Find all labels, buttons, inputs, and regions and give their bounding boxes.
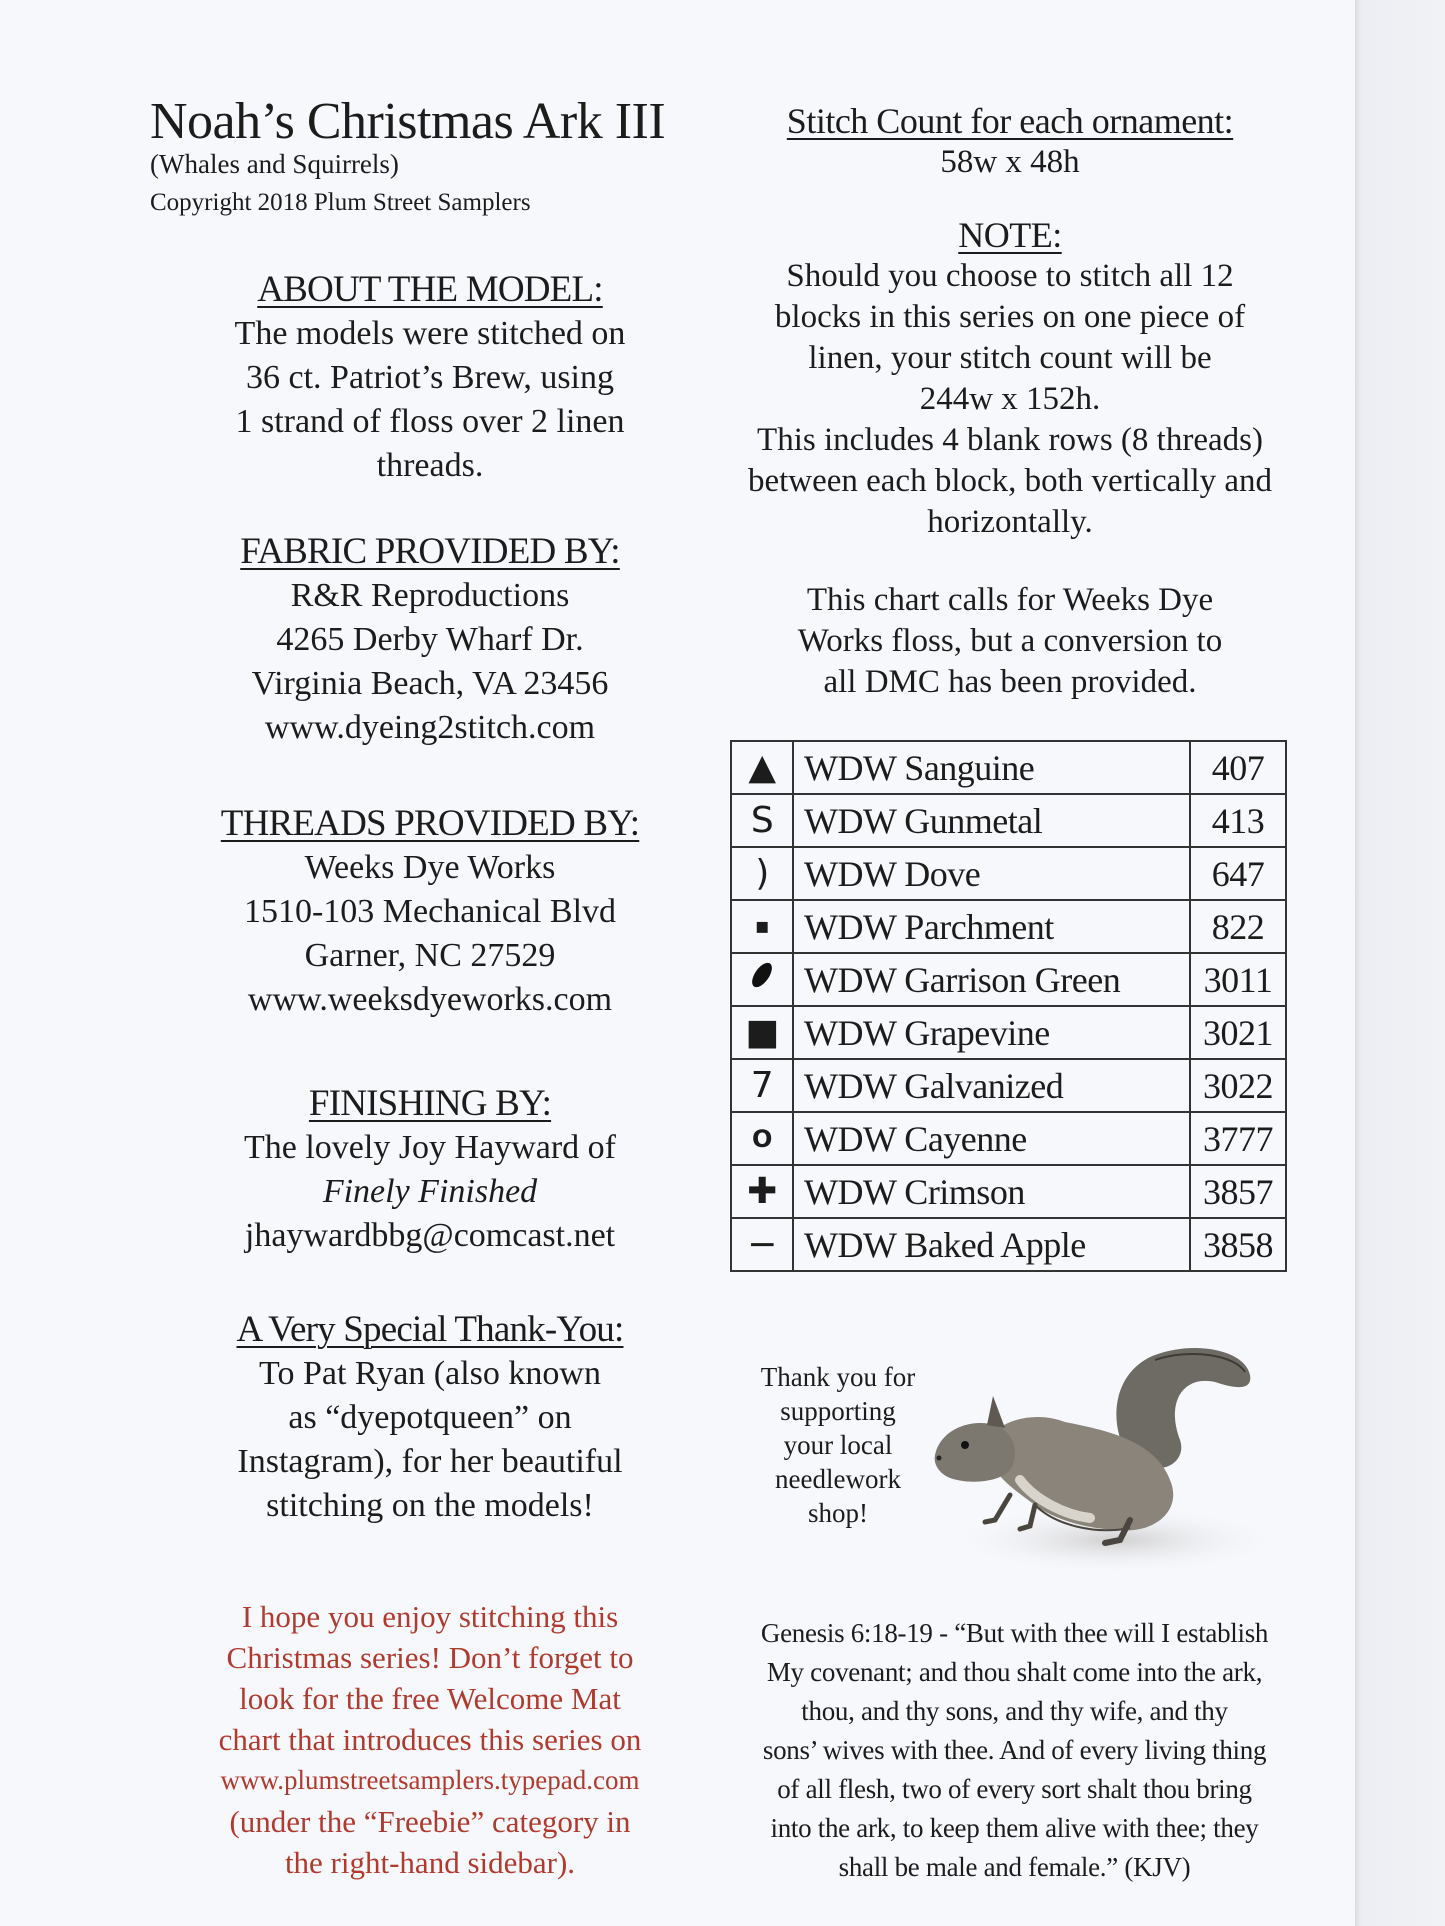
verse-line: My covenant; and thou shalt come into the ark, <box>766 1657 1263 1687</box>
chart-note-line: Works floss, but a conversion to <box>797 623 1223 659</box>
floss-name: WDW Garrison Green <box>793 953 1190 1006</box>
note-line: linen, your stitch count will be <box>808 340 1212 376</box>
thank-you-line: as “dyepotqueen” on <box>288 1399 572 1436</box>
dmc-number: 3777 <box>1190 1112 1286 1165</box>
about-model-line: threads. <box>376 447 484 484</box>
symbol-circle: O <box>731 1112 793 1165</box>
threads-section <box>150 802 710 1022</box>
closing-line: I hope you enjoy stitching this <box>241 1599 619 1634</box>
verse-line: into the ark, to keep them alive with thee; they <box>770 1813 1259 1843</box>
symbol-oval <box>731 953 793 1006</box>
squirrel-illustration <box>915 1330 1275 1570</box>
threads-heading: THREADS PROVIDED BY: <box>220 803 640 844</box>
about-model-heading: ABOUT THE MODEL: <box>257 269 603 310</box>
shop-thanks-line: your local <box>783 1430 893 1460</box>
fabric-url: www.dyeing2stitch.com <box>264 709 596 746</box>
fabric-line: R&R Reproductions <box>290 577 570 614</box>
table-row <box>731 794 1286 847</box>
closing-line: (under the “Freebie” category in <box>229 1804 631 1839</box>
floss-name: WDW Gunmetal <box>793 794 1190 847</box>
fabric-heading: FABRIC PROVIDED BY: <box>240 531 620 572</box>
dmc-number: 647 <box>1190 847 1286 900</box>
table-row <box>731 741 1286 794</box>
note-heading: NOTE: <box>958 215 1062 255</box>
stitch-count-section <box>720 100 1300 183</box>
finishing-line: The lovely Joy Hayward of <box>243 1129 616 1166</box>
copyright-line: Copyright 2018 Plum Street Samplers <box>150 189 531 216</box>
dmc-number: 3021 <box>1190 1006 1286 1059</box>
chart-note-line: This chart calls for Weeks Dye <box>806 582 1214 618</box>
symbol-s: S <box>731 794 793 847</box>
symbol-square: ■ <box>731 1006 793 1059</box>
table-row <box>731 900 1286 953</box>
table-row <box>731 1218 1286 1271</box>
closing-url: www.plumstreetsamplers.typepad.com <box>220 1765 640 1795</box>
threads-line: Garner, NC 27529 <box>304 937 556 974</box>
about-model-line: The models were stitched on <box>234 315 626 352</box>
verse-line: thou, and thy sons, and thy wife, and thy <box>801 1696 1228 1726</box>
stitch-count-heading: Stitch Count for each ornament: <box>786 101 1234 141</box>
symbol-plus: ✚ <box>731 1165 793 1218</box>
table-row <box>731 953 1286 1006</box>
note-line: between each block, both vertically and <box>747 463 1273 499</box>
dmc-number: 3022 <box>1190 1059 1286 1112</box>
threads-url: www.weeksdyeworks.com <box>247 981 613 1018</box>
finishing-section <box>150 1082 710 1258</box>
threads-line: Weeks Dye Works <box>304 849 556 886</box>
about-model-line: 36 ct. Patriot’s Brew, using <box>246 359 614 396</box>
floss-name: WDW Galvanized <box>793 1059 1190 1112</box>
note-section <box>720 214 1300 543</box>
table-row <box>731 847 1286 900</box>
closing-line: chart that introduces this series on <box>218 1722 642 1757</box>
finishing-heading: FINISHING BY: <box>308 1083 552 1124</box>
symbol-seven: 7 <box>731 1059 793 1112</box>
threads-line: 1510-103 Mechanical Blvd <box>243 893 617 930</box>
fabric-line: 4265 Derby Wharf Dr. <box>276 621 584 658</box>
fabric-line: Virginia Beach, VA 23456 <box>251 665 609 702</box>
page-title: Noah’s Christmas Ark III <box>150 93 666 150</box>
page-subtitle: (Whales and Squirrels) <box>150 149 399 179</box>
table-row <box>731 1006 1286 1059</box>
finishing-email: jhaywardbbg@comcast.net <box>244 1217 616 1254</box>
symbol-minus: − <box>731 1218 793 1271</box>
shop-thanks-line: shop! <box>808 1498 868 1528</box>
shop-thanks-line: needlework <box>775 1464 901 1494</box>
thank-you-heading: A Very Special Thank-You: <box>236 1309 624 1350</box>
verse-line: Genesis 6:18-19 - “But with thee will I establish <box>760 1618 1269 1648</box>
symbol-paren: ) <box>731 847 793 900</box>
thank-you-line: stitching on the models! <box>266 1487 594 1524</box>
floss-name: WDW Baked Apple <box>793 1218 1190 1271</box>
closing-line: the right-hand sidebar). <box>284 1845 576 1880</box>
slanted-oval-icon <box>749 958 775 992</box>
symbol-dot: ▪ <box>731 900 793 953</box>
floss-name: WDW Cayenne <box>793 1112 1190 1165</box>
note-line: blocks in this series on one piece of <box>774 299 1246 335</box>
note-line: This includes 4 blank rows (8 threads) <box>757 422 1263 458</box>
closing-line: Christmas series! Don’t forget to <box>226 1640 634 1675</box>
dmc-number: 413 <box>1190 794 1286 847</box>
verse-line: sons’ wives with thee. And of every living thing <box>762 1735 1267 1765</box>
verse-line: shall be male and female.” (KJV) <box>838 1852 1191 1882</box>
dmc-number: 3858 <box>1190 1218 1286 1271</box>
finishing-company: Finely Finished <box>322 1173 538 1210</box>
floss-name: WDW Crimson <box>793 1165 1190 1218</box>
chart-note-line: all DMC has been provided. <box>823 664 1197 700</box>
about-model-line: 1 strand of floss over 2 linen <box>235 403 625 440</box>
chart-note-section <box>720 580 1300 703</box>
symbol-triangle: ▲ <box>731 741 793 794</box>
floss-name: WDW Sanguine <box>793 741 1190 794</box>
note-line: 244w x 152h. <box>919 381 1101 417</box>
dmc-number: 3857 <box>1190 1165 1286 1218</box>
page-edge <box>1355 0 1445 1926</box>
closing-line: look for the free Welcome Mat <box>239 1681 621 1716</box>
verse-line: of all flesh, two of every sort shalt thou bring <box>777 1774 1252 1804</box>
floss-name: WDW Grapevine <box>793 1006 1190 1059</box>
dmc-number: 822 <box>1190 900 1286 953</box>
shop-thanks-line: Thank you for <box>760 1362 916 1392</box>
table-row <box>731 1112 1286 1165</box>
dmc-number: 3011 <box>1190 953 1286 1006</box>
fabric-section <box>150 530 710 750</box>
table-row <box>731 1165 1286 1218</box>
stitch-count-value: 58w x 48h <box>940 144 1080 180</box>
shop-thanks-line: supporting <box>780 1396 896 1426</box>
note-line: Should you choose to stitch all 12 <box>786 258 1234 294</box>
thank-you-section <box>150 1308 710 1528</box>
thank-you-line: Instagram), for her beautiful <box>237 1443 623 1480</box>
about-model-section <box>150 268 710 488</box>
closing-message <box>150 1596 710 1883</box>
thank-you-line: To Pat Ryan (also known <box>259 1355 601 1392</box>
note-line: horizontally. <box>927 504 1093 540</box>
shop-thanks <box>742 1360 934 1530</box>
floss-name: WDW Parchment <box>793 900 1190 953</box>
table-row <box>731 1059 1286 1112</box>
floss-name: WDW Dove <box>793 847 1190 900</box>
dmc-number: 407 <box>1190 741 1286 794</box>
color-key-table <box>730 740 1287 1272</box>
scripture-verse <box>742 1614 1287 1887</box>
